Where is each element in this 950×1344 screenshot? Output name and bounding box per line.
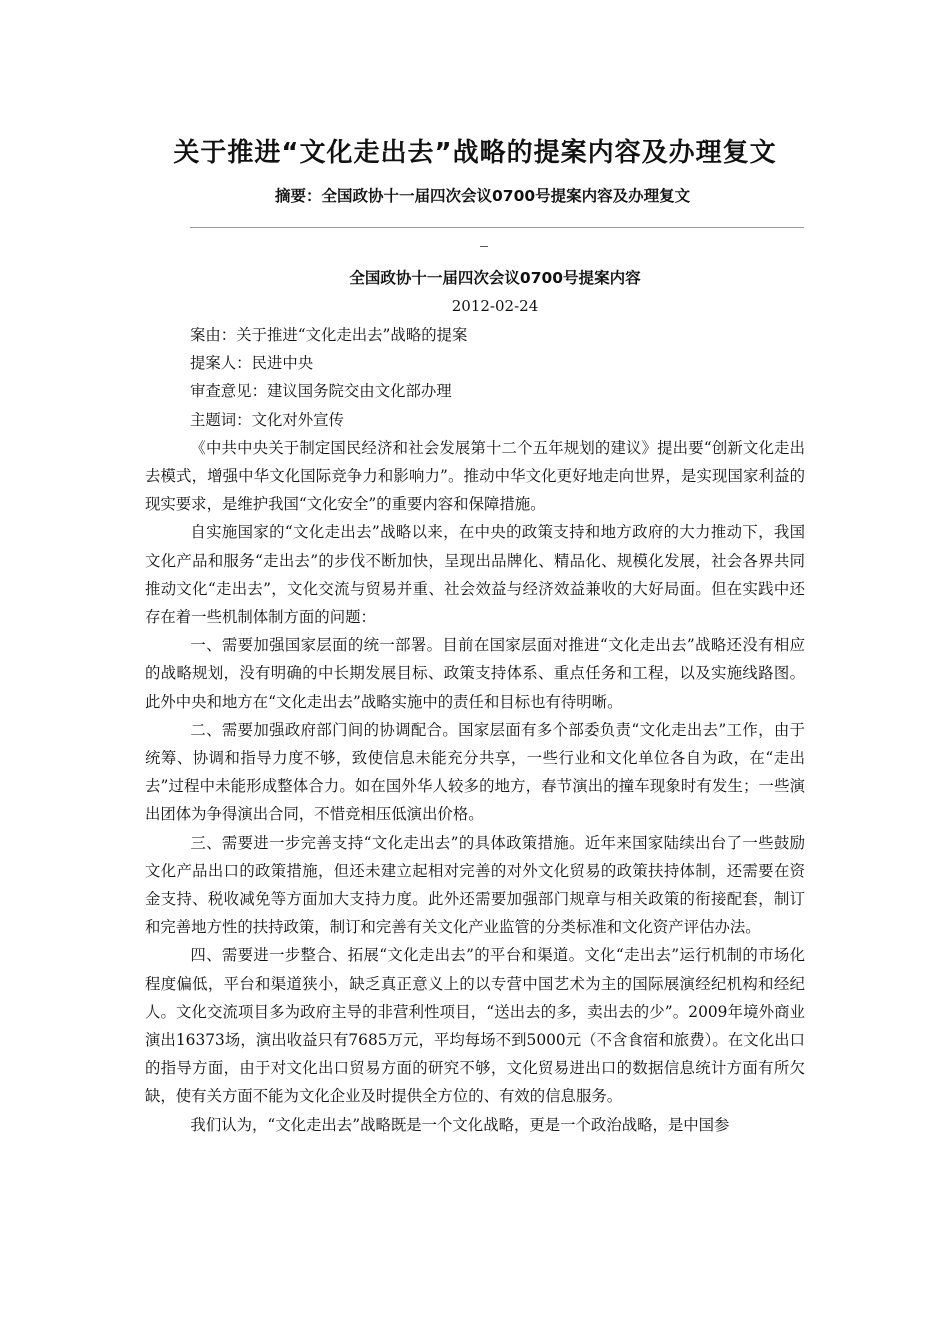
dash-mark	[480, 246, 488, 247]
paragraph: 一、需要加强国家层面的统一部署。目前在国家层面对推进“文化走出去”战略还没有相应的战略规划，没有明确的中长期发展目标、政策支持体系、重点任务和工程，以及实施线路图。此外中央和地方在“文化走出去”战略实施中的责任和目标也有待明晰。	[145, 636, 805, 711]
paragraph: 《中共中央关于制定国民经济和社会发展第十二个五年规划的建议》提出要“创新文化走出去模式，增强中华文化国际竞争力和影响力”。推动中华文化更好地走向世界，是实现国家利益的现实要求，是维护我国“文化安全”的重要内容和保障措施。	[145, 438, 805, 514]
paragraph: 我们认为，“文化走出去”战略既是一个文化战略，更是一个政治战略，是中国参	[190, 1115, 730, 1134]
document-summary: 摘要：全国政协十一届四次会议0700号提案内容及办理复文	[275, 187, 691, 205]
divider-line	[190, 227, 804, 228]
meta-proposer: 提案人：民进中央	[190, 354, 314, 373]
paragraph: 三、需要进一步完善支持“文化走出去”的具体政策措施。近年来国家陆续出台了一些鼓励文化产品出口的政策措施，但还未建立起相对完善的对外文化贸易的政策扶持体制，还需要在资金支持、税收减免等方面加大支持力度。此外还需要加强部门规章与相关政策的衔接配套，制订和完善地方性的扶持政策，制订和完善有关文化产业监管的分类标准和文化资产评估办法。	[145, 833, 805, 937]
paragraph: 二、需要加强政府部门间的协调配合。国家层面有多个部委负责“文化走出去”工作，由于统筹、协调和指导力度不够，致使信息未能充分共享，一些行业和文化单位各自为政，在“走出去”过程中未能形成整体合力。如在国外华人较多的地方，春节演出的撞车现象时有发生；一些演出团体为争得演出合同，不惜竞相压低演出价格。	[145, 720, 805, 824]
meta-review: 审查意见：建议国务院交由文化部办理	[190, 382, 452, 401]
section-date: 2012-02-24	[451, 297, 539, 315]
paragraph: 四、需要进一步整合、拓展“文化走出去”的平台和渠道。文化“走出去”运行机制的市场化程度偏低，平台和渠道狭小，缺乏真正意义上的以专营中国艺术为主的国际展演经纪机构和经纪人。文化交流项目多为政府主导的非营利性项目，“送出去的多，卖出去的少”。2009年境外商业演出16373场，演出收益只有7685万元，平均每场不到5000元（不含食宿和旅费）。在文化出口的指导方面，由于对文化出口贸易方面的研究不够，文化贸易进出口的数据信息统计方面有所欠缺，使有关方面不能为文化企业及时提供全方位的、有效的信息服务。	[145, 946, 805, 1106]
document-body	[145, 321, 805, 1139]
section-title: 全国政协十一届四次会议0700号提案内容	[349, 269, 641, 287]
meta-keywords: 主题词：文化对外宣传	[190, 410, 344, 429]
paragraph: 自实施国家的“文化走出去”战略以来，在中央的政策支持和地方政府的大力推动下，我国文化产品和服务“走出去”的步伐不断加快，呈现出品牌化、精品化、规模化发展，社会各界共同推动文化“走出去”，文化交流与贸易并重、社会效益与经济效益兼收的大好局面。但在实践中还存在着一些机制体制方面的问题：	[145, 523, 805, 627]
document-title: 关于推进“文化走出去”战略的提案内容及办理复文	[173, 138, 777, 168]
meta-cause: 案由：关于推进“文化走出去”战略的提案	[190, 326, 468, 344]
